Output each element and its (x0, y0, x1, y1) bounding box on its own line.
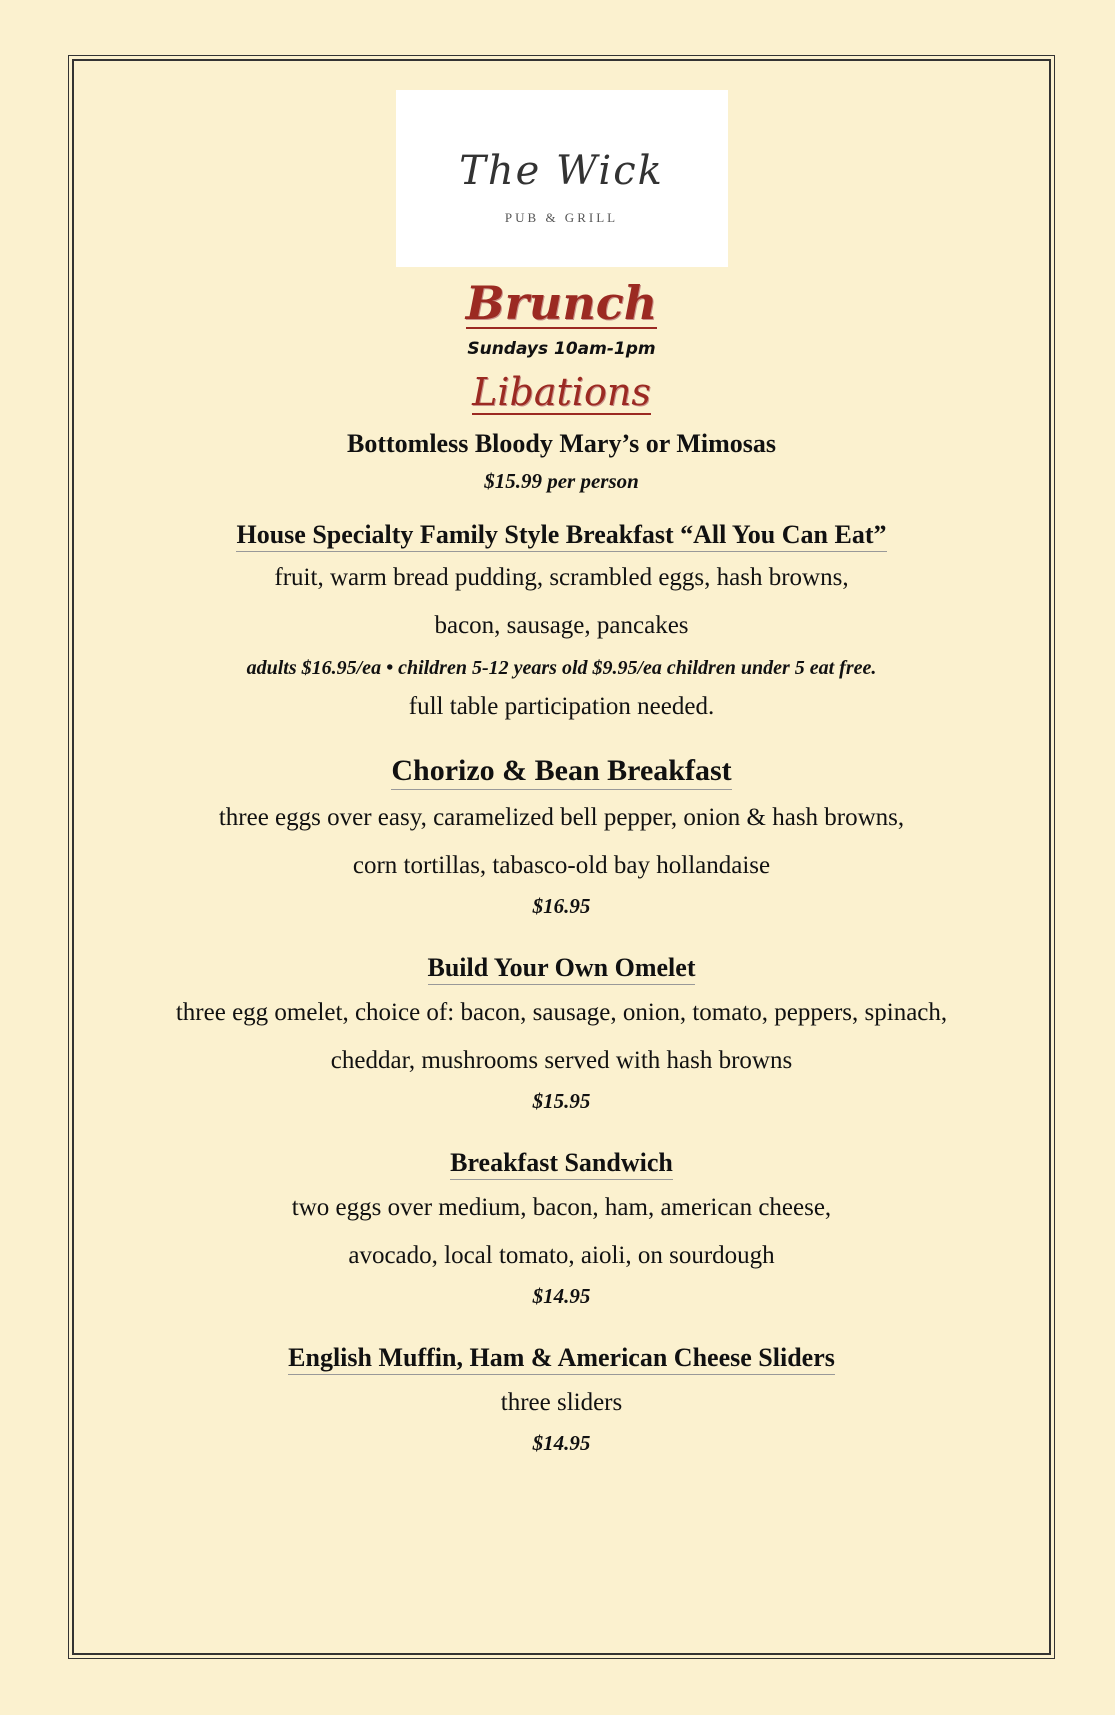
menu-item-omelet (76, 953, 1047, 1114)
item-desc-line: bacon, sausage, pancakes (434, 612, 689, 640)
item-desc-line: three eggs over easy, caramelized bell pepper, onion & hash browns, (218, 804, 905, 832)
item-title: English Muffin, Ham & American Cheese Sliders (288, 1343, 835, 1375)
menu-item-sliders (76, 1343, 1047, 1456)
item-footer-note: full table participation needed. (408, 693, 715, 721)
item-desc-line: three egg omelet, choice of: bacon, sausage, onion, tomato, peppers, spinach, (175, 999, 948, 1027)
item-desc-line: two eggs over medium, bacon, ham, american cheese, (291, 1194, 832, 1222)
item-desc-line: fruit, warm bread pudding, scrambled eggs, hash browns, (274, 564, 849, 592)
item-price: $14.95 (532, 1284, 591, 1309)
libation-price: $15.99 per person (484, 469, 639, 494)
brunch-title: Brunch (465, 276, 658, 330)
libation-item: Bottomless Bloody Mary’s or Mimosas (347, 429, 776, 459)
item-title: Breakfast Sandwich (450, 1148, 673, 1180)
brunch-hours: Sundays 10am-1pm (467, 339, 656, 360)
item-desc-line: cheddar, mushrooms served with hash browns (330, 1047, 793, 1075)
menu-content (76, 63, 1047, 1456)
logo-subtitle: PUB & GRILL (504, 210, 619, 225)
item-desc-line: corn tortillas, tabasco-old bay hollandaise (352, 852, 771, 880)
logo (396, 90, 728, 267)
menu-item-chorizo (76, 754, 1047, 919)
item-desc-line: avocado, local tomato, aioli, on sourdough (348, 1242, 775, 1270)
item-price: $15.95 (532, 1089, 591, 1114)
menu-item-family-breakfast (76, 520, 1047, 728)
item-title: House Specialty Family Style Breakfast “All You Can Eat” (236, 520, 886, 552)
item-title: Build Your Own Omelet (428, 953, 696, 985)
item-price: $14.95 (532, 1431, 591, 1456)
item-price: $16.95 (532, 894, 591, 919)
logo-name: The Wick (459, 148, 664, 194)
libations-title: Libations (472, 370, 651, 415)
item-pricing-note: adults $16.95/ea • children 5-12 years old $9.95/ea children under 5 eat free. (246, 657, 877, 680)
menu-item-breakfast-sandwich (76, 1148, 1047, 1309)
item-title: Chorizo & Bean Breakfast (391, 754, 731, 790)
item-desc-line: three sliders (500, 1389, 623, 1417)
